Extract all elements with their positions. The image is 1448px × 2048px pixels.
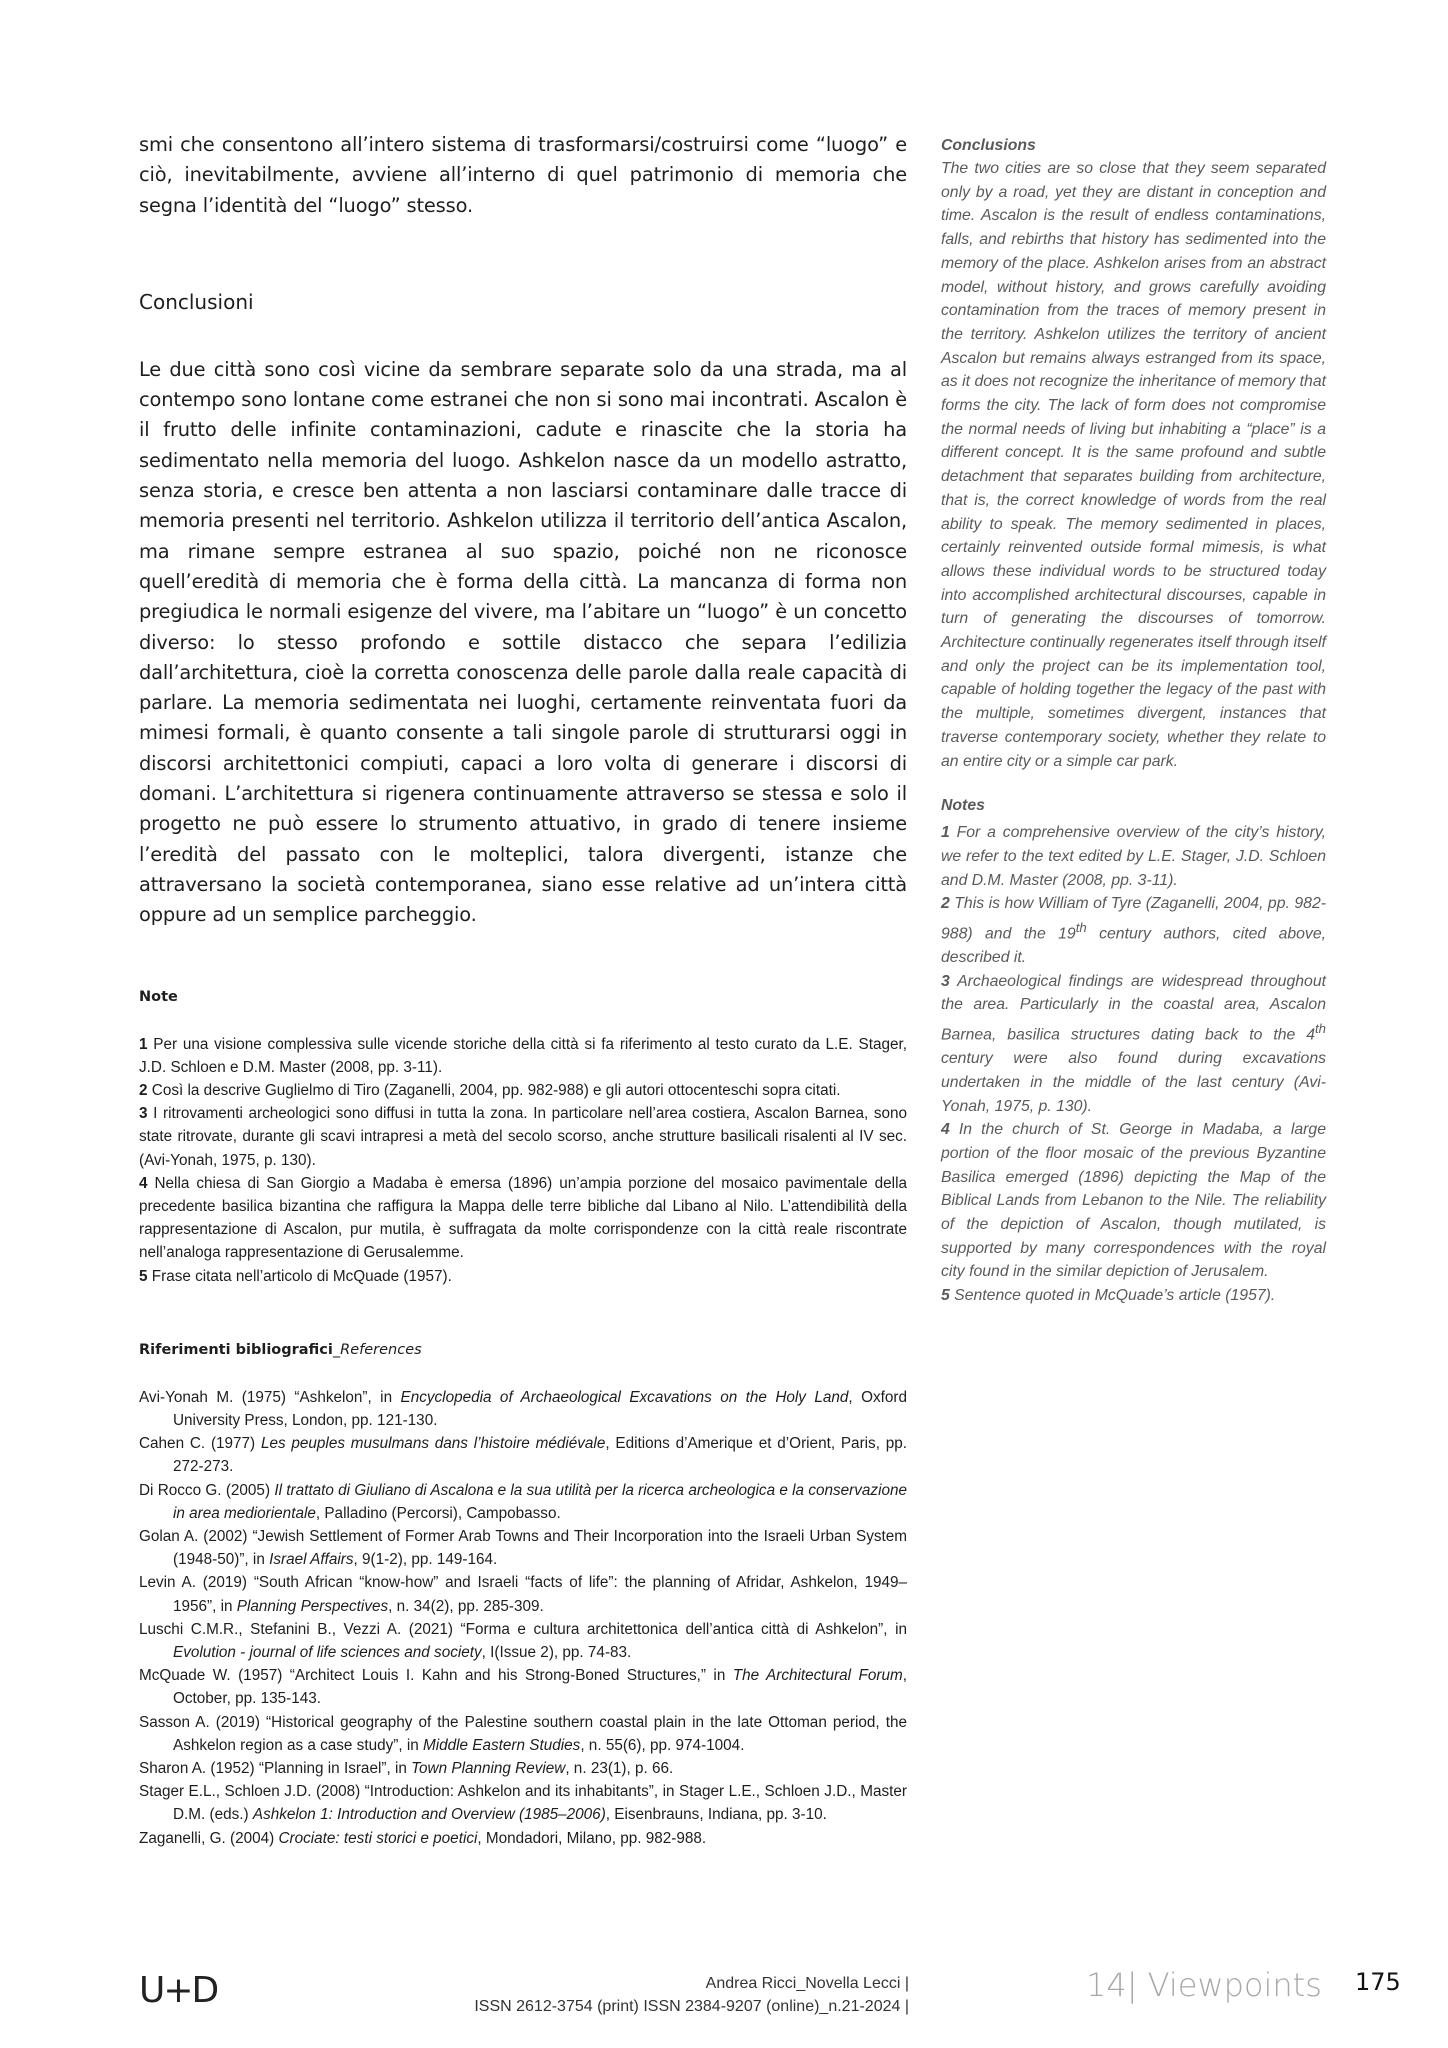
reference-item xyxy=(139,1571,907,1617)
en-note-item xyxy=(941,970,1326,1118)
reference-authors: Sasson A. (2019) “Historical geography of the Palestine southern coastal plain in the late Ottoman period, the Ashkelon region as a case study”, in xyxy=(139,1713,907,1754)
en-conclusions-heading: Conclusions xyxy=(941,137,1036,154)
note-item xyxy=(139,1265,907,1288)
reference-authors: Stager E.L., Schloen J.D. (2008) “Introduction: Ashkelon and its inhabitants”, in Stager L.E., Schloen J.D., Master D.M. (eds.) xyxy=(139,1783,907,1824)
footer-authors: Andrea Ricci_Novella Lecci | xyxy=(705,1975,909,1992)
en-note-text: This is how William of Tyre (Zaganelli, 2004, pp. 982-988) and the 19 xyxy=(941,895,1326,943)
note-item xyxy=(139,1033,907,1079)
note-item xyxy=(139,1079,907,1102)
note-text: I ritrovamenti archeologici sono diffusi in tutta la zona. In particolare nell’area costiera, Ascalon Barnea, sono state ritrovate, durante gli scavi intrapresi a metà del secolo scorso, anche strutture basilicali risalenti al IV sec. (Avi-Yonah, 1975, p. 130). xyxy=(139,1105,907,1169)
reference-authors: Luschi C.M.R., Stefanini B., Vezzi A. (2021) “Forma e cultura architettonica dell’antica città di Ashkelon”, in xyxy=(139,1620,907,1638)
reference-item xyxy=(139,1757,907,1780)
note-number: 4 xyxy=(139,1174,148,1192)
references-heading-it: Riferimenti bibliografici xyxy=(139,1341,333,1358)
reference-item xyxy=(139,1618,907,1664)
notes-list xyxy=(139,1033,907,1288)
reference-source: Middle Eastern Studies xyxy=(423,1736,581,1754)
footer-credits xyxy=(474,1972,909,2018)
notes-heading: Note xyxy=(139,988,178,1005)
english-sidebar xyxy=(941,135,1326,1308)
reference-source: Il trattato di Giuliano di Ascalona e la sua utilità per la ricerca archeologica e la conservazione in area mediorientale xyxy=(173,1481,907,1522)
en-note-number: 2 xyxy=(941,895,950,913)
en-notes-heading: Notes xyxy=(941,797,985,815)
reference-details: , 9(1-2), pp. 149-164. xyxy=(353,1551,498,1569)
en-note-number: 5 xyxy=(941,1287,950,1305)
reference-authors: Levin A. (2019) “South African “know-how” and Israeli “facts of life”: the planning of Afridar, Ashkelon, 1949–1956”, in xyxy=(139,1574,907,1615)
reference-source: Crociate: testi storici e poetici xyxy=(278,1829,478,1847)
note-number: 3 xyxy=(139,1105,148,1123)
note-item xyxy=(139,1172,907,1265)
reference-authors: Golan A. (2002) “Jewish Settlement of Former Arab Towns and Their Incorporation into the Israeli Urban System (1948-50)”, in xyxy=(139,1527,907,1569)
note-number: 2 xyxy=(139,1081,148,1099)
reference-item xyxy=(139,1479,907,1525)
intro-paragraph: smi che consentono all’intero sistema di trasformarsi/costruirsi come “luogo” e ciò, inevitabilmente, avviene all’interno di quel patrimonio di memoria che segna l’identità del “luogo” stesso. xyxy=(139,133,907,217)
en-note-text: In the church of St. George in Madaba, a large portion of the floor mosaic of the previous Byzantine Basilica emerged (1896) depicting the Map of the Biblical Lands from Lebanon to the Nile. The reliability of the depiction of Ascalon, though mutilated, is supported by many correspondences with the royal city found in the similar depiction of Jerusalem. xyxy=(941,1121,1326,1281)
reference-authors: McQuade W. (1957) “Architect Louis I. Kahn and his Strong-Boned Structures,” in xyxy=(139,1667,733,1685)
reference-details: , Eisenbrauns, Indiana, pp. 3-10. xyxy=(605,1806,827,1824)
en-note-sup: th xyxy=(1075,920,1087,936)
reference-source: Encyclopedia of Archaeological Excavations on the Holy Land xyxy=(400,1388,849,1406)
references-heading-en: _References xyxy=(332,1341,422,1358)
en-note-item xyxy=(941,821,1326,892)
reference-source: Ashkelon 1: Introduction and Overview (1985–2006) xyxy=(252,1806,606,1824)
references-heading xyxy=(139,1340,907,1360)
en-note-item xyxy=(941,1284,1326,1308)
en-note-number: 4 xyxy=(941,1121,950,1139)
reference-item xyxy=(139,1525,907,1571)
reference-source: Town Planning Review xyxy=(411,1760,566,1778)
en-note-text: Sentence quoted in McQuade’s article (1957). xyxy=(949,1287,1276,1305)
reference-details: , n. 23(1), p. 66. xyxy=(565,1760,674,1778)
note-item xyxy=(139,1102,907,1172)
reference-item xyxy=(139,1386,907,1432)
note-text: Frase citata nell’articolo di McQuade (1957). xyxy=(147,1267,452,1285)
reference-item xyxy=(139,1664,907,1710)
note-number: 1 xyxy=(139,1035,148,1053)
reference-details: , n. 55(6), pp. 974-1004. xyxy=(580,1736,745,1754)
en-note-text: For a comprehensive overview of the city’s history, we refer to the text edited by L.E. Stager, J.D. Schloen and D.M. Master (2008, pp. 3-11). xyxy=(941,824,1326,889)
journal-logo: U+D xyxy=(139,1970,218,2011)
reference-details: , I(Issue 2), pp. 74-83. xyxy=(481,1644,632,1661)
en-note-sup: th xyxy=(1315,1021,1326,1037)
en-notes-list xyxy=(941,821,1326,1308)
reference-details: , October, pp. 135-143. xyxy=(173,1667,907,1708)
note-text: Così la descrive Guglielmo di Tiro (Zaganelli, 2004, pp. 982-988) e gli autori ottocenteschi sopra citati. xyxy=(147,1081,841,1099)
reference-source: Planning Perspectives xyxy=(236,1597,389,1615)
reference-source: Israel Affairs xyxy=(269,1551,354,1569)
note-number: 5 xyxy=(139,1267,148,1285)
reference-source: The Architectural Forum xyxy=(732,1667,903,1685)
footer-issn: ISSN 2612-3754 (print) ISSN 2384-9207 (online)_n.21-2024 | xyxy=(474,1998,909,2015)
en-note-text-end: century authors, cited above, described it. xyxy=(941,925,1326,967)
reference-item xyxy=(139,1711,907,1757)
page-number: 175 xyxy=(1355,1968,1401,1996)
reference-authors: Sharon A. (1952) “Planning in Israel”, in xyxy=(139,1760,412,1778)
footer-section-title: 14| Viewpoints xyxy=(1086,1966,1322,2004)
reference-authors: Cahen C. (1977) xyxy=(139,1435,261,1453)
reference-authors: Avi-Yonah M. (1975) “Ashkelon”, in xyxy=(139,1388,401,1406)
main-column xyxy=(139,130,907,1850)
reference-authors: Di Rocco G. (2005) xyxy=(139,1481,275,1499)
conclusion-heading: Conclusioni xyxy=(139,289,254,314)
reference-details: , n. 34(2), pp. 285-309. xyxy=(388,1597,544,1615)
en-note-number: 1 xyxy=(941,824,950,842)
reference-item xyxy=(139,1827,907,1850)
en-note-text-end: century were also found during excavations undertaken in the middle of the last century (Avi-Yonah, 1975, p. 130). xyxy=(941,1050,1326,1115)
references-list xyxy=(139,1386,907,1850)
en-note-text: Archaeological findings are widespread throughout the area. Particularly in the coastal area, Ascalon Barnea, basilica structures dating back to the 4 xyxy=(941,972,1326,1044)
reference-source: Evolution - journal of life sciences and society xyxy=(173,1644,482,1661)
note-text: Per una visione complessiva sulle vicende storiche della città si fa riferimento al testo curato da L.E. Stager, J.D. Schloen e D.M. Master (2008, pp. 3-11). xyxy=(139,1035,907,1076)
reference-details: , Palladino (Percorsi), Campobasso. xyxy=(315,1504,561,1522)
note-text: Nella chiesa di San Giorgio a Madaba è emersa (1896) un’ampia porzione del mosaico pavimentale della precedente basilica bizantina che raffigura la Mappa delle terre bibliche dal Libano al Nilo. L’attendibilità della rappresentazione di Ascalon, pur mutila, è suffragata da molte corrispondenze con la città reale riscontrate nell’analoga rappresentazione di Gerusalemme. xyxy=(139,1174,907,1262)
reference-details: , Mondadori, Milano, pp. 982-988. xyxy=(477,1829,707,1847)
reference-authors: Zaganelli, G. (2004) xyxy=(139,1829,279,1847)
reference-details: , Editions d’Amerique et d’Orient, Paris, pp. 272-273. xyxy=(173,1435,908,1476)
en-note-item xyxy=(941,892,1326,969)
conclusion-paragraph: Le due città sono così vicine da sembrare separate solo da una strada, ma al contempo sono lontane come estranei che non si sono mai incontrati. Ascalon è il frutto delle infinite contaminazioni, cadute e rinascite che la storia ha sedimentato nella memoria del luogo. Ashkelon nasce da un modello astratto, senza storia, e cresce ben attenta a non lasciarsi contaminare dalle tracce di memoria presenti nel territorio. Ashkelon utilizza il territorio dell’antica Ascalon, ma rimane sempre estranea al suo spazio, poiché non ne riconosce quell’eredità di memoria che è forma della città. La mancanza di forma non pregiudica le normali esigenze del vivere, ma l’abitare un “luogo” è un concetto diverso: lo stesso profondo e sottile distacco che separa l’edilizia dall’architettura, cioè la corretta conoscenza delle parole dalla reale capacità di parlare. La memoria sedimentata nei luoghi, certamente reinventata fuori da mimesi formali, è quanto consente a tali singole parole di strutturarsi oggi in discorsi architettonici compiuti, capaci a loro volta di generare i discorsi di domani. L’architettura si rigenera continuamente attraverso se stessa e solo il progetto ne può essere lo strumento attuativo, in grado di tenere insieme l’eredità del passato con le molteplici, talora divergenti, istanze che attraversano la società contemporanea, siano esse relative ad un’intera città oppure ad un semplice parcheggio. xyxy=(139,357,907,927)
en-note-item xyxy=(941,1118,1326,1284)
en-note-number: 3 xyxy=(941,972,950,990)
reference-source: Les peuples musulmans dans l’histoire médiévale xyxy=(260,1435,606,1453)
en-conclusions-paragraph: The two cities are so close that they seem separated only by a road, yet they are distant in conception and time. Ascalon is the result of endless contaminations, falls, and rebirths that history has sedimented into the memory of the place. Ashkelon arises from an abstract model, without history, and grows carefully avoiding contamination from the traces of memory present in the territory. Ashkelon utilizes the territory of ancient Ascalon but remains always estranged from its space, as it does not recognize the inheritance of memory that forms the city. The lack of form does not compromise the normal needs of living but inhabiting a “place” is a different concept. It is the same profound and subtle detachment that separates building from architecture, that is, the correct knowledge of words from the real ability to speak. The memory sedimented in places, certainly reinvented outside formal mimesis, is what allows these individual words to be structured today into accomplished architectural discourses, capable in turn of generating the discourses of tomorrow. Architecture continually regenerates itself through itself and only the project can be its implementation tool, capable of holding together the legacy of the past with the multiple, sometimes divergent, instances that traverse contemporary society, whether they relate to an entire city or a simple car park. xyxy=(941,160,1326,770)
reference-item xyxy=(139,1780,907,1826)
reference-details: , Oxford University Press, London, pp. 121-130. xyxy=(173,1388,908,1429)
reference-item xyxy=(139,1432,907,1478)
